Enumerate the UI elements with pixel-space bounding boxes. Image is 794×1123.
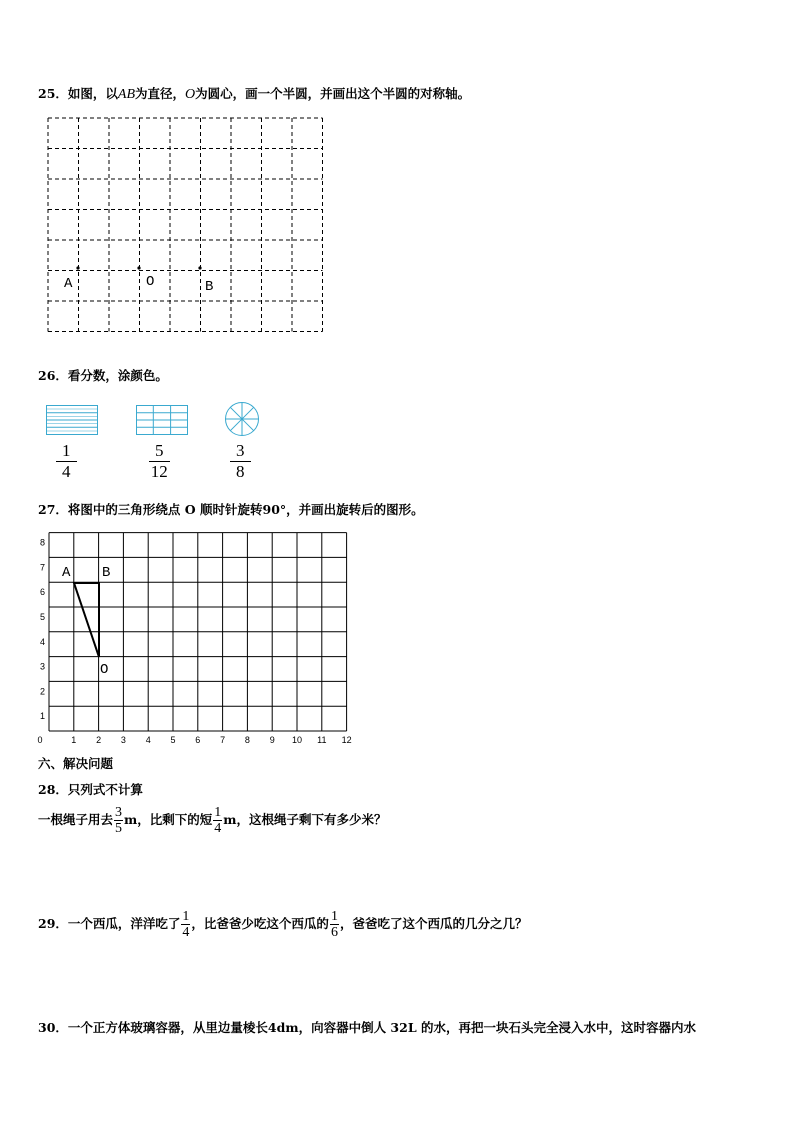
numerator: 3 xyxy=(115,805,123,820)
y-tick-label: 6 xyxy=(40,587,46,598)
point-o-dot xyxy=(137,266,140,269)
x-tick-label: 1 xyxy=(71,735,77,745)
q27-label-a: A xyxy=(62,565,71,581)
text-segment: 一个西瓜，洋洋吃了 xyxy=(67,916,181,931)
question-number: 29． xyxy=(38,916,68,931)
denominator: 5 xyxy=(115,821,123,836)
point-o-label: O xyxy=(185,87,196,102)
q25-label-b: B xyxy=(205,279,214,295)
denominator: 8 xyxy=(236,462,245,481)
fraction-one-quarter xyxy=(213,805,222,836)
q25-label-o: O xyxy=(146,274,155,290)
question-28-heading xyxy=(38,780,143,798)
rectangle-quarters-shape xyxy=(46,405,98,435)
y-tick-label: 7 xyxy=(40,562,46,573)
text-segment: ，爸爸吃了这个西瓜的几分之几？ xyxy=(339,916,528,931)
q27-label-b: B xyxy=(102,565,111,581)
x-tick-label: 9 xyxy=(269,735,275,745)
fraction-one-sixth xyxy=(330,909,339,940)
q25-dashed-grid xyxy=(46,116,326,334)
q27-label-o: O xyxy=(100,662,109,678)
text-segment: m，这根绳子剩下有多少米？ xyxy=(223,812,387,827)
question-text: 看分数，涂颜色。 xyxy=(67,368,168,383)
y-tick-label: 2 xyxy=(40,686,46,697)
x-tick-label: 3 xyxy=(120,735,126,745)
numerator: 1 xyxy=(214,805,222,820)
question-text: 将图中的三角形绕点 O 顺时针旋转90°，并画出旋转后的图形。 xyxy=(67,502,424,517)
denominator: 4 xyxy=(62,462,71,481)
x-tick-label: 10 xyxy=(291,735,303,745)
section-title: 六、解决问题 xyxy=(38,756,114,771)
question-26-text xyxy=(38,366,168,384)
x-tick-label: 0 xyxy=(37,735,43,745)
x-tick-label: 4 xyxy=(145,735,151,745)
question-text: 一个正方体玻璃容器，从里边量棱长4dm，向容器中倒人 32L 的水，再把一块石头完全浸入水中，这时容器内水 xyxy=(67,1020,696,1035)
fraction-one-quarter xyxy=(56,442,77,481)
text-segment: 为直径， xyxy=(135,86,186,101)
numerator: 5 xyxy=(149,442,170,462)
fraction-one-quarter xyxy=(181,909,190,940)
question-number: 25． xyxy=(38,86,68,101)
fraction-three-eighths xyxy=(230,442,251,481)
question-30-text xyxy=(38,1018,696,1036)
segment-ab-label: AB xyxy=(117,87,136,102)
numerator: 1 xyxy=(182,909,190,924)
question-27-text xyxy=(38,500,424,518)
point-a-dot xyxy=(76,266,79,269)
fraction-five-twelfths xyxy=(149,442,170,481)
question-25-text xyxy=(38,84,470,103)
q25-label-a: A xyxy=(64,276,73,292)
text-segment: 为圆心，画一个半圆，并画出这个半圆的对称轴。 xyxy=(195,86,471,101)
question-28-body xyxy=(38,805,386,836)
rectangle-twelfths-shape xyxy=(136,405,188,435)
y-tick-label: 4 xyxy=(40,636,46,647)
x-tick-label: 12 xyxy=(341,735,352,745)
question-number: 26． xyxy=(38,368,68,383)
q27-coordinate-grid xyxy=(36,530,356,746)
y-tick-label: 5 xyxy=(40,612,46,622)
denominator: 12 xyxy=(150,462,168,481)
x-tick-label: 5 xyxy=(170,735,176,745)
x-tick-label: 2 xyxy=(96,735,102,745)
question-29-text xyxy=(38,909,527,940)
y-tick-label: 3 xyxy=(40,661,46,672)
y-tick-label: 8 xyxy=(40,537,46,548)
question-number: 30． xyxy=(38,1020,68,1035)
denominator: 4 xyxy=(214,821,222,836)
circle-eighths-shape xyxy=(224,401,260,437)
text-segment: ，比爸爸少吃这个西瓜的 xyxy=(191,916,329,931)
text-segment: m，比剩下的短 xyxy=(124,812,213,827)
point-b-dot xyxy=(198,266,201,269)
question-text: 只列式不计算 xyxy=(67,782,143,797)
text-segment: 如图，以 xyxy=(67,86,118,101)
question-number: 28． xyxy=(38,782,68,797)
numerator: 1 xyxy=(56,442,77,462)
y-tick-label: 1 xyxy=(40,711,46,722)
x-tick-label: 11 xyxy=(317,735,327,745)
numerator: 3 xyxy=(230,442,251,462)
fraction-three-fifths xyxy=(114,805,123,836)
x-tick-label: 7 xyxy=(220,735,226,745)
question-number: 27． xyxy=(38,502,68,517)
x-tick-label: 8 xyxy=(244,735,250,745)
numerator: 1 xyxy=(330,909,338,924)
denominator: 6 xyxy=(330,925,338,940)
triangle-abo xyxy=(74,583,99,657)
text-segment: 一根绳子用去 xyxy=(38,812,114,827)
denominator: 4 xyxy=(182,925,190,940)
x-tick-label: 6 xyxy=(195,735,201,745)
